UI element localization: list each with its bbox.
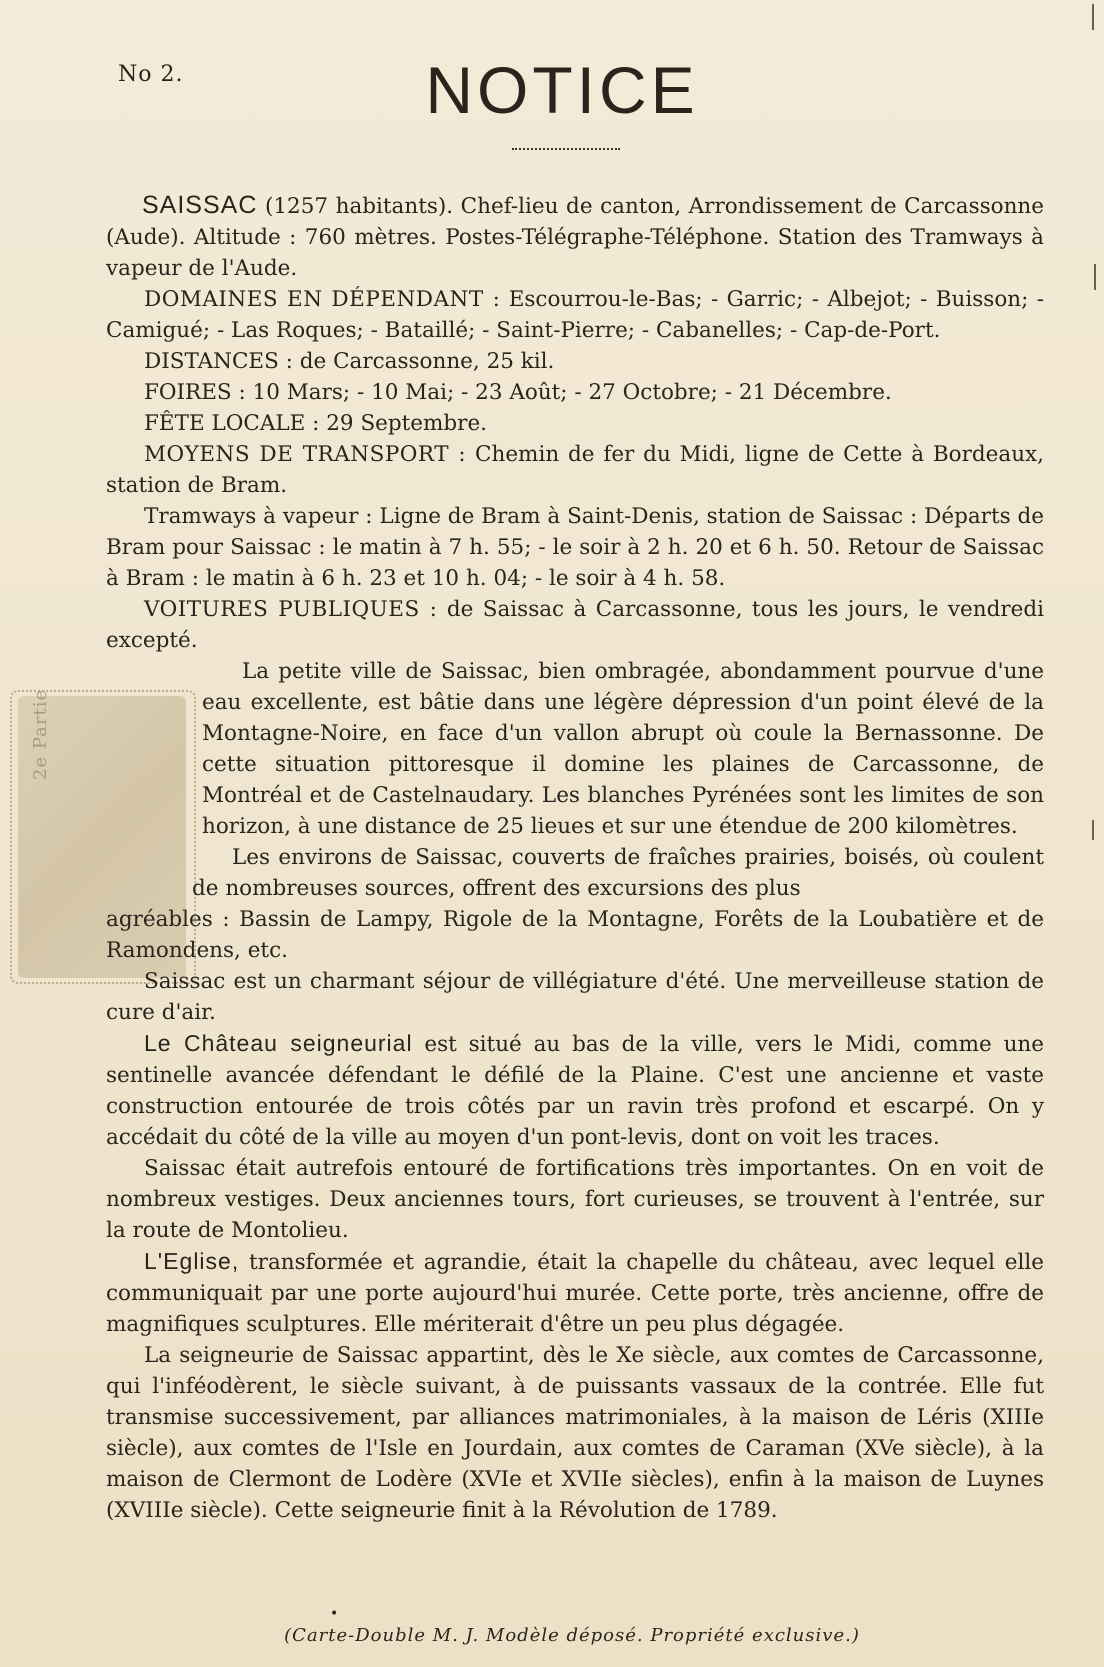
lead-transport: MOYENS DE TRANSPORT : xyxy=(144,442,467,467)
paragraph-chateau xyxy=(106,1028,1044,1153)
lead-chateau: Le Château seigneurial xyxy=(144,1030,413,1056)
paragraph-fete: FÊTE LOCALE : 29 Septembre. xyxy=(144,411,488,436)
paragraph-seigneurie: La seigneurie de Saissac appartint, dès le Xe siècle, aux comtes de Carcassonne, qui l'inféodèrent, le siècle suivant, à de puissants vassaux de la contrée. Elle fut transmise successivement, par alliances matrimoniales, à la maison de Léris (XIIIe siècle), aux comtes de l'Isle en Jourdain, aux comtes de Caraman (XVe siècle), à la maison de Clermont de Lodère (XVIe et XVIIe siècles), enfin à la maison de Luynes (XVIIIe siècle). Cette seigneurie finit à la Révolution de 1789. xyxy=(106,1343,1044,1523)
stamp-text: 2e Partie xyxy=(30,688,51,780)
page-title: NOTICE xyxy=(425,53,699,127)
paragraph-text: Escourrou-le-Bas; - Garric; - Albejot; - Buisson; - Camigué; - Las Roques; - Bataillé; - Saint-Pierre; - Cabanelles; - Cap-de-Port. xyxy=(106,287,1044,343)
paragraph-text: est situé au bas de la ville, vers le Midi, comme une sentinelle avancée défendant le défilé de la Plaine. C'est une ancienne et vaste construction entourée de trois côtés par un ravin très profond et escarpé. On y accédait du côté de la ville au moyen d'un pont-levis, dont on voit les traces. xyxy=(106,1032,1044,1150)
lead-domaines: DOMAINES EN DÉPENDANT : xyxy=(144,287,501,312)
paragraph-fortifications: Saissac était autrefois entouré de fortifications très importantes. On en voit de nombreux vestiges. Deux anciennes tours, fort curieuses, se trouvent à l'entrée, sur la route de Montolieu. xyxy=(106,1156,1044,1243)
lead-voitures: VOITURES PUBLIQUES : xyxy=(144,597,438,622)
edge-mark xyxy=(1092,820,1094,840)
paragraph-environs: Les environs de Saissac, couverts de fraîches prairies, boisés, où coulent de nombreuses sources, offrent des excursions des plus xyxy=(192,845,1044,901)
paragraph-text: transformée et agrandie, était la chapelle du château, avec lequel elle communiquait par une porte aujourd'hui murée. Cette porte, très ancienne, offre de magnifiques sculptures. Elle mériterait d'être un peu plus dégagée. xyxy=(106,1250,1044,1337)
edge-mark xyxy=(1094,264,1096,290)
notice-body xyxy=(106,190,1044,1526)
paragraph-sejour: Saissac est un charmant séjour de villégiature d'été. Une merveilleuse station de cure d'air. xyxy=(106,969,1044,1025)
bullet-mark: • xyxy=(330,1606,339,1622)
paragraph-text: de Saissac à Carcassonne, tous les jours, le vendredi excepté. xyxy=(106,597,1044,653)
notice-number: No 2. xyxy=(118,62,184,87)
lead-saissac: SAISSAC xyxy=(142,191,258,219)
paragraph-text: (1257 habitants). Chef-lieu de canton, Arrondissement de Carcassonne (Aude). Altitude : 760 mètres. Postes-Télégraphe-Téléphone. Station des Tramways à vapeur de l'Aude. xyxy=(106,194,1044,281)
paragraph-distances: DISTANCES : de Carcassonne, 25 kil. xyxy=(144,349,555,374)
paragraph-voitures xyxy=(106,594,1044,656)
paragraph-foires: FOIRES : 10 Mars; - 10 Mai; - 23 Août; - 27 Octobre; - 21 Décembre. xyxy=(144,380,892,405)
paragraph-text: Chemin de fer du Midi, ligne de Cette à Bordeaux, station de Bram. xyxy=(106,442,1045,498)
paragraph-ville: La petite ville de Saissac, bien ombragée, abondamment pourvue d'une eau excellente, est bâtie dans une légère dépression d'un point élevé de la Montagne-Noire, en face d'un vallon abrupt où coule la Bernassonne. De cette situation pittoresque il domine les plaines de Carcassonne, de Montréal et de Castelnaudary. Les blanches Pyrénées sont les limites de son horizon, à une distance de 25 lieues et sur une étendue de 200 kilomètres. xyxy=(202,659,1044,839)
paragraph-eglise xyxy=(106,1246,1044,1340)
paragraph-domaines xyxy=(106,284,1044,346)
lead-eglise: L'Eglise, xyxy=(144,1248,240,1274)
dotted-divider xyxy=(512,146,620,150)
paragraph-environs-cont: agréables : Bassin de Lampy, Rigole de la Montagne, Forêts de la Loubatière et de Ramondens, etc. xyxy=(106,907,1044,963)
edge-mark xyxy=(1092,4,1094,30)
paragraph-transport xyxy=(106,439,1044,501)
paragraph-identity xyxy=(106,190,1044,284)
paragraph-tramways: Tramways à vapeur : Ligne de Bram à Saint-Denis, station de Saissac : Départs de Bram pour Saissac : le matin à 7 h. 55; - le soir à 2 h. 20 et 6 h. 50. Retour de Saissac à Bram : le matin à 6 h. 23 et 10 h. 04; - le soir à 4 h. 58. xyxy=(106,504,1044,591)
footer-note: (Carte-Double M. J. Modèle déposé. Propriété exclusive.) xyxy=(284,1625,860,1646)
